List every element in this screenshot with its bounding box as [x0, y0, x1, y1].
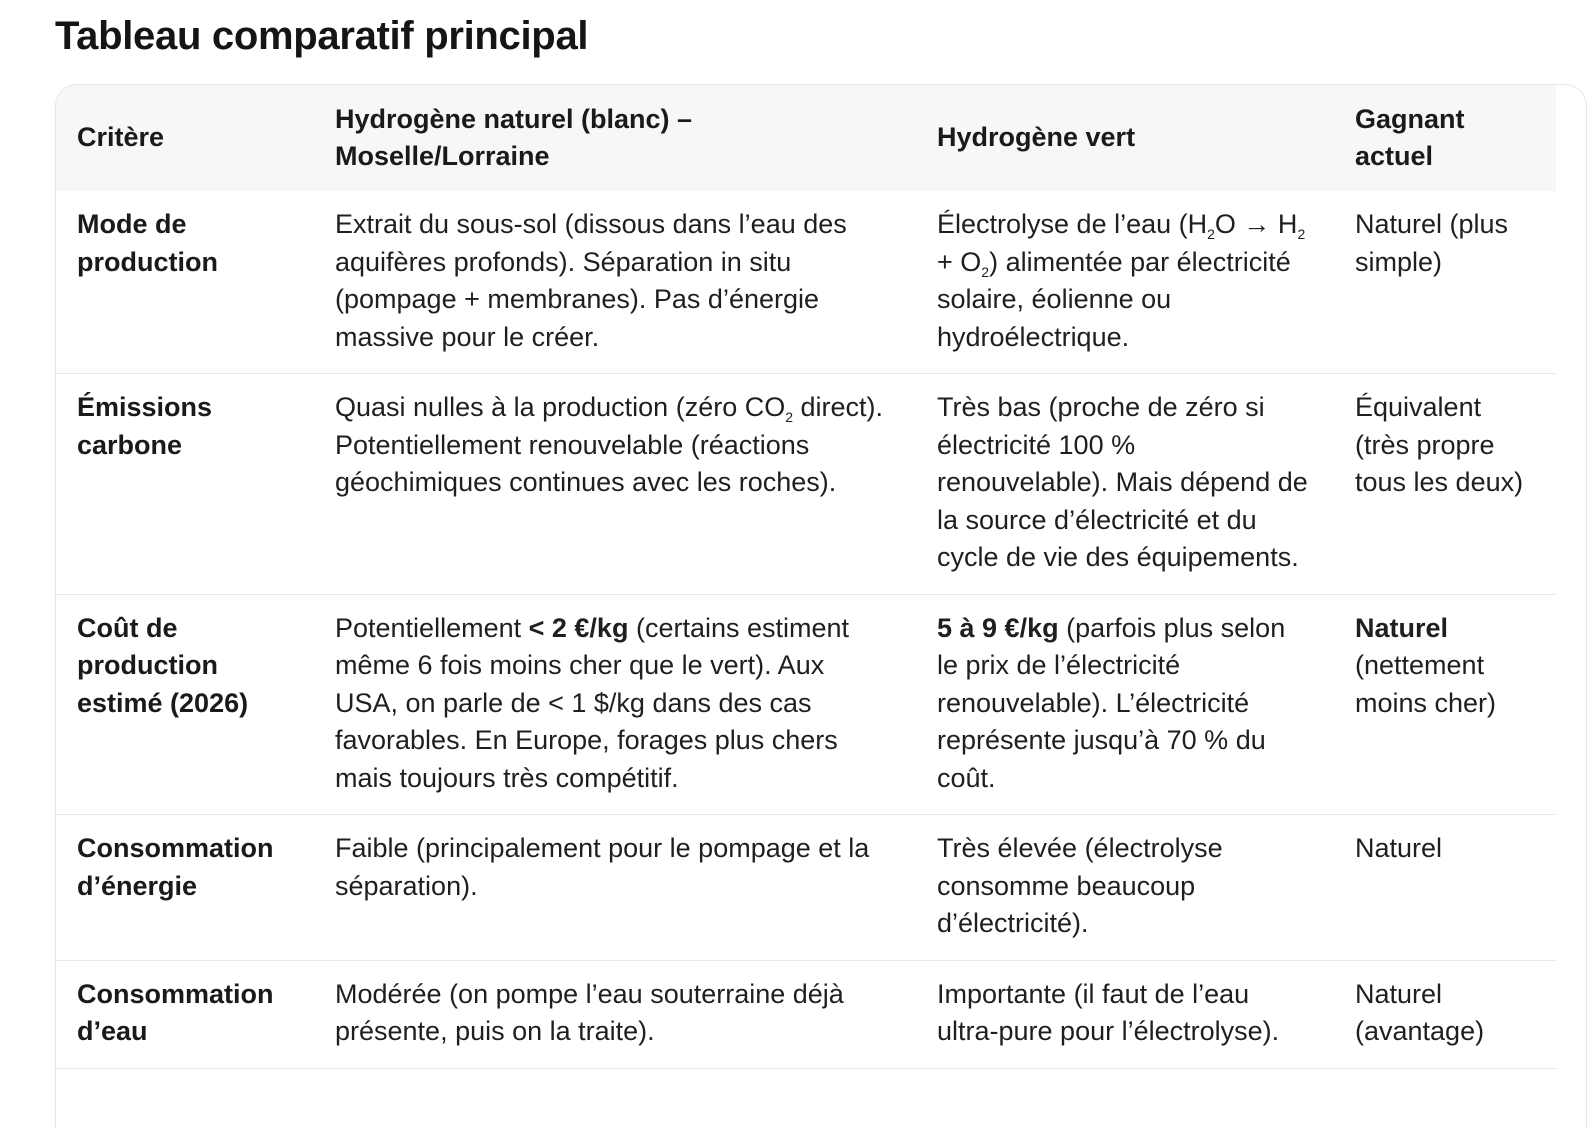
- header-gagnant-actuel: Gagnant actuel: [1355, 103, 1465, 171]
- cell-naturel: Modérée (on pompe l’eau souterraine déjà présente, puis on la traite).: [314, 960, 916, 1068]
- cell-critere: Consommation d’énergie: [56, 815, 314, 961]
- cell-gagnant: Naturel: [1334, 815, 1556, 961]
- table-header-row: [56, 85, 1556, 191]
- cell-gagnant: Naturel (nettement moins cher): [1334, 594, 1556, 815]
- table-row: [56, 191, 1556, 374]
- cell-gagnant: Naturel (plus simple): [1334, 191, 1556, 374]
- header-hydrogene-naturel: Hydrogène naturel (blanc) – Moselle/Lorraine: [335, 103, 693, 171]
- header-critere: Critère: [77, 122, 165, 153]
- cell-vert: Très bas (proche de zéro si électricité 100 % renouvelable). Mais dépend de la source d’électricité et du cycle de vie des équipements.: [916, 374, 1334, 595]
- header-hydrogene-vert: Hydrogène vert: [937, 122, 1136, 153]
- cell-critere: Consommation d’eau: [56, 960, 314, 1068]
- cell-critere: Coût de production estimé (2026): [56, 594, 314, 815]
- cell-vert: 5 à 9 €/kg (parfois plus selon le prix de l’électricité renouvelable). L’électricité représente jusqu’à 70 % du coût.: [916, 594, 1334, 815]
- cell-naturel: Faible (principalement pour le pompage et la séparation).: [314, 815, 916, 961]
- cell-naturel: Quasi nulles à la production (zéro $CO_2$ direct). Potentiellement renouvelable (réactions géochimiques continues avec les roches).: [314, 374, 916, 595]
- comparison-table-card: [55, 84, 1587, 1128]
- cell-critere: Mode de production: [56, 191, 314, 374]
- cell-vert: Importante (il faut de l’eau ultra-pure pour l’électrolyse).: [916, 960, 1334, 1068]
- cell-vert: Électrolyse de l’eau $(H_2O \to H_2 + O_2)$ alimentée par électricité solaire, éolienne ou hydroélectrique.: [916, 191, 1334, 374]
- table-row: [56, 815, 1556, 961]
- table-row: [56, 960, 1556, 1068]
- cell-naturel: Potentiellement < 2 €/kg (certains estiment même 6 fois moins cher que le vert). Aux USA, on parle de < 1 $/kg dans des cas favorables. En Europe, forages plus chers mais toujours très compétitif.: [314, 594, 916, 815]
- cell-critere: Émissions carbone: [56, 374, 314, 595]
- cell-gagnant: Naturel (avantage): [1334, 960, 1556, 1068]
- page-title: Tableau comparatif principal: [55, 14, 589, 58]
- cell-naturel: Extrait du sous-sol (dissous dans l’eau des aquifères profonds). Séparation in situ (pompage + membranes). Pas d’énergie massive pour le créer.: [314, 191, 916, 374]
- comparison-table: [56, 85, 1556, 1069]
- table-row: [56, 594, 1556, 815]
- cell-gagnant: Équivalent (très propre tous les deux): [1334, 374, 1556, 595]
- cell-vert: Très élevée (électrolyse consomme beaucoup d’électricité).: [916, 815, 1334, 961]
- table-row: [56, 374, 1556, 595]
